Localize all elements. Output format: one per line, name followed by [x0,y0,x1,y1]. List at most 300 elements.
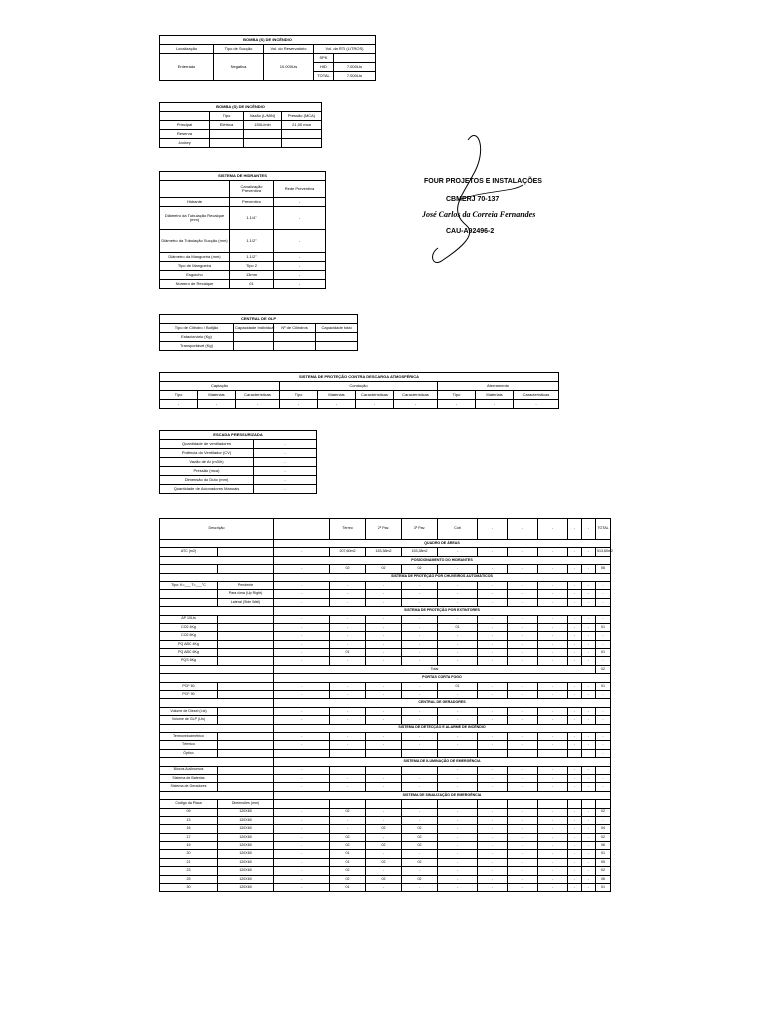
cell: ATC (m2) [160,548,218,556]
cell: - [366,808,402,816]
table-row [160,271,326,280]
cell: 02 [596,867,611,875]
section-title-row [160,573,611,581]
rti-value: 7.000Lts [334,72,376,81]
col-header: Térreo [330,519,366,540]
col-header: - [478,519,508,540]
cell [508,800,538,808]
cell: Principal [160,121,210,130]
cell: - [582,691,596,699]
cell: - [478,875,508,883]
cell: - [402,867,438,875]
cell: - [538,858,568,866]
cell: 02 [330,842,366,850]
col-header: Vol. da RTI (LITROS) [314,45,376,54]
cell: - [402,657,438,665]
table-row [160,716,611,724]
table-row [160,850,611,858]
cell: - [538,581,568,589]
cell [218,623,274,631]
cell: - [274,590,330,598]
cell: - [568,774,582,782]
cell: - [438,741,478,749]
cell: Dimensão do Duto (mm) [160,476,254,485]
table-row [160,458,317,467]
cell: Estacionário (Kg) [160,333,234,342]
cell: - [508,867,538,875]
cell [218,657,274,665]
cell: - [478,825,508,833]
cell: 207,60m2 [330,548,366,556]
cell: - [568,657,582,665]
cell: - [438,400,476,409]
suction-type-value: Negativa [214,54,264,81]
cell: - [568,598,582,606]
cell: Tipo 2 [230,262,274,271]
cell: - [582,850,596,858]
cell: - [402,884,438,892]
table-row [160,623,611,631]
cell: AP 10Lts [160,615,218,623]
cell: - [254,476,317,485]
col-header: Tipo [280,391,318,400]
cell: - [478,691,508,699]
cell: - [582,766,596,774]
table-row [160,875,611,883]
cell: 120X60 [218,842,274,850]
cell: - [254,485,317,494]
cell: - [402,808,438,816]
table-title: CENTRAL DE GLP [160,315,358,324]
cell: 25 [160,875,218,883]
cell: - [478,548,508,556]
cell [218,640,274,648]
cell: - [476,400,514,409]
cell: 120X60 [218,850,274,858]
cell: 513,60m2 [596,548,611,556]
cell: - [330,741,366,749]
section-title: QUADRO DE ÁREAS [274,540,611,548]
table-row [160,682,611,690]
reservoir-volume-value: 10.000Lts [264,54,314,81]
cell: - [538,774,568,782]
col-header: Vazão (L/MIN) [244,112,282,121]
cell: - [330,825,366,833]
cell: 05 [596,858,611,866]
cell: - [478,707,508,715]
cell: - [478,590,508,598]
cell: 02 [402,875,438,883]
cell: PQ ABC 6Kg [160,649,218,657]
col-header: - [568,519,582,540]
col-header [274,519,330,540]
cell [218,565,274,573]
cell [160,699,274,707]
cell: - [366,884,402,892]
cell: - [508,632,538,640]
cell: - [402,640,438,648]
cell [218,774,274,782]
table-row [160,342,358,351]
cell: Número de Recalque [160,280,230,289]
cell: - [402,732,438,740]
cell: - [274,198,326,207]
cell: - [568,691,582,699]
table-row [160,707,611,715]
cell: 01 [230,280,274,289]
cell: 02 [366,825,402,833]
cell: - [274,262,326,271]
total-row [160,665,611,673]
cell: - [330,707,366,715]
cell: - [538,842,568,850]
cell: - [402,691,438,699]
cell: - [366,716,402,724]
rti-label: TOTAL [314,72,334,81]
cell: - [596,716,611,724]
col-header: Características [394,391,438,400]
cell: - [254,449,317,458]
cell: Quantidade de Acionadores Manuais [160,485,254,494]
cell [218,632,274,640]
cell: - [508,581,538,589]
table-title: SISTEMA DE PROTEÇÃO CONTRA DESCARGA ATMOSFÉRICA [160,373,559,382]
cell: - [330,774,366,782]
cell: - [478,766,508,774]
cell: - [438,875,478,883]
cell: - [366,850,402,858]
table-row [160,858,611,866]
table-row [160,833,611,841]
cell: - [538,875,568,883]
cell [568,800,582,808]
table-row [160,741,611,749]
table-title: BOMBA (S) DE INCÊNDIO [160,103,322,112]
cell: - [538,867,568,875]
cell: - [596,816,611,824]
cell: - [538,825,568,833]
cell: - [596,732,611,740]
cell: CO2 6Kg [160,632,218,640]
col-header: - [538,519,568,540]
subheader-row [160,800,611,808]
cell: - [568,581,582,589]
cell: 02 [366,842,402,850]
cell: - [582,623,596,631]
table-row [160,732,611,740]
cell [316,333,358,342]
col-header: Cob [438,519,478,540]
cell: Blocos Autônomos [160,766,218,774]
table-row [160,130,322,139]
cell: - [538,649,568,657]
cell: - [274,741,330,749]
cell: - [274,280,326,289]
cell: - [582,741,596,749]
cell: - [438,766,478,774]
table-row [160,774,611,782]
cell: - [478,640,508,648]
cell: - [330,816,366,824]
cell: Hidrante [160,198,230,207]
cell: - [568,565,582,573]
stamp-cau: CAU-A92496-2 [446,228,495,235]
table-row [160,766,611,774]
col-header [160,181,230,198]
table-row [160,198,326,207]
cell: Lateral (Side Wall) [218,598,274,606]
cell: - [366,741,402,749]
table-row [160,657,611,665]
cell [218,783,274,791]
cell: - [508,875,538,883]
cell: - [478,632,508,640]
col-header: Tipo [438,391,476,400]
cell: - [582,842,596,850]
table-row [160,581,611,589]
section-title: SISTEMA DE DETECÇÃO E ALARME DE INCÊNDIO [274,724,611,732]
group-header: Captação [160,382,280,391]
col-header: Capacidade total [316,324,358,333]
cell: - [394,400,438,409]
cell: - [402,632,438,640]
cell: - [508,808,538,816]
cell: 21,00 mca [282,121,322,130]
cell [330,749,366,757]
cell: - [274,850,330,858]
cell: - [438,833,478,841]
cell: - [478,833,508,841]
table-row [160,139,322,148]
cell: - [198,400,236,409]
atmospheric-discharge-table [159,372,559,409]
cell: - [366,649,402,657]
cell: - [478,581,508,589]
table-row [160,400,559,409]
cell: - [274,732,330,740]
rti-label: HID [314,63,334,72]
cell: 02 [402,825,438,833]
col-header: Tipo de Cilindro / Botijão [160,324,234,333]
col-header: Tipo [210,112,244,121]
cell: - [274,207,326,230]
cell: - [582,632,596,640]
cell: - [366,640,402,648]
cell: - [582,682,596,690]
cell: - [438,707,478,715]
cell: - [366,867,402,875]
cell [160,565,218,573]
table-row [160,440,317,449]
cell: - [596,691,611,699]
cell: - [538,816,568,824]
cell: - [330,732,366,740]
cell: - [366,581,402,589]
cell: - [402,783,438,791]
cell: - [508,766,538,774]
cell: Diâmetro da Tubulação Recalque (mm) [160,207,230,230]
cell: 02 [402,842,438,850]
cell [366,749,402,757]
section-title: SISTEMA DE SINALIZAÇÃO DE EMERGÊNCIA [274,791,611,799]
cell: 120X60 [218,875,274,883]
table-row [160,121,322,130]
cell: 120X60 [218,884,274,892]
cell [218,615,274,623]
cell: - [330,590,366,598]
table-row [160,333,358,342]
cell [160,607,274,615]
section-title-row [160,540,611,548]
cell: - [538,766,568,774]
cell: - [330,615,366,623]
cell: - [538,590,568,598]
cell: - [538,850,568,858]
cell: - [236,400,280,409]
cell: - [582,615,596,623]
table-row [160,867,611,875]
cell: 02 [402,858,438,866]
cell: - [568,741,582,749]
cell: Diâmetro da Tubulação Sucção (mm) [160,230,230,253]
cell: 1.1/2" [230,230,274,253]
cell: - [478,842,508,850]
cell: PQS 6Kg [160,657,218,665]
cell: 17 [160,833,218,841]
cell: - [538,691,568,699]
cell: PQ ABC 4Kg [160,640,218,648]
col-header [160,112,210,121]
cell: - [538,808,568,816]
cell: 150L/min [244,121,282,130]
cell: Vazão de Ar (m3/h) [160,458,254,467]
cell: - [330,598,366,606]
cell: - [318,400,356,409]
cell: 1.1/2" [230,253,274,262]
cell [160,791,274,799]
location-value: Enterrado [160,54,214,81]
cell [282,139,322,148]
cell: Preventivo [230,198,274,207]
cell: 01 [596,850,611,858]
col-header: Pressão (MCA) [282,112,322,121]
table-row [160,691,611,699]
cell: 01 [330,649,366,657]
cell: - [274,774,330,782]
cell: 16 [160,825,218,833]
cell: - [438,774,478,782]
cell: - [366,682,402,690]
cell: - [582,590,596,598]
cell: Diâmetro da Mangueira (mm) [160,253,230,262]
hydrant-system-table [159,171,326,289]
cell: - [478,741,508,749]
cell: 20 [160,850,218,858]
cell: - [568,816,582,824]
cell: 120X60 [218,816,274,824]
cell: - [582,707,596,715]
cell: - [274,615,330,623]
cell: - [568,867,582,875]
cell: - [438,640,478,648]
cell [218,732,274,740]
col-header: Código da Placa [160,800,218,808]
cell [274,800,330,808]
cell [316,342,358,351]
cell: - [538,640,568,648]
cell: - [274,842,330,850]
cell: - [538,741,568,749]
cell: 120X60 [218,833,274,841]
cell: - [538,657,568,665]
cell: - [538,682,568,690]
col-header: Capacidade Individual [234,324,274,333]
cell: - [508,565,538,573]
table-row [160,632,611,640]
cell: - [280,400,318,409]
cell: - [568,682,582,690]
cell: 13mm [230,271,274,280]
cell: - [508,623,538,631]
cell: - [568,858,582,866]
col-header: Materiais [318,391,356,400]
cell: 01 [330,858,366,866]
cell: - [568,590,582,598]
cell: - [438,632,478,640]
cell: 02 [402,833,438,841]
cell: - [438,649,478,657]
cell [508,749,538,757]
main-summary-table [159,518,611,892]
table-row [160,842,611,850]
cell [218,741,274,749]
cell: 09 [160,808,218,816]
cell: - [508,640,538,648]
section-title: SISTEMA DE ILUMINAÇÃO DE EMERGÊNCIA [274,758,611,766]
fire-pump-table-2 [159,102,322,148]
cell: Sistema de Baterias [160,774,218,782]
cell: - [254,467,317,476]
cell: Potência do Ventilador (CV) [160,449,254,458]
cell: - [438,867,478,875]
cell: 02 [330,867,366,875]
cell: - [274,875,330,883]
cell: - [438,581,478,589]
pressurized-stair-table [159,430,317,494]
table-row [160,808,611,816]
cell: - [582,565,596,573]
stamp-registration: CBMERJ 70-137 [446,196,500,203]
cell [478,800,508,808]
cell: - [538,783,568,791]
cell: - [596,774,611,782]
cell: CO2 4Kg [160,623,218,631]
cell: - [582,732,596,740]
cell: - [538,884,568,892]
cell: - [568,766,582,774]
cell: - [568,716,582,724]
glp-central-table [159,314,358,351]
cell [366,800,402,808]
cell: - [274,230,326,253]
cell: Pendente [218,581,274,589]
cell: - [402,707,438,715]
cell: - [508,682,538,690]
cell: - [478,565,508,573]
cell: 01 [330,884,366,892]
cell: - [582,774,596,782]
cell: - [478,867,508,875]
